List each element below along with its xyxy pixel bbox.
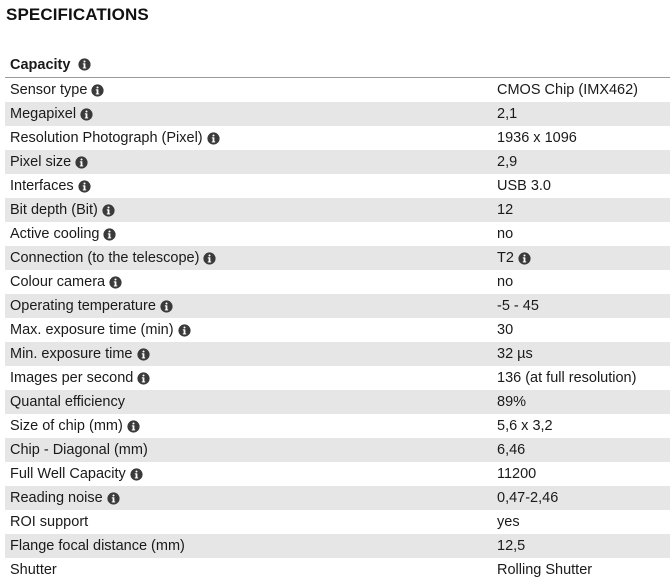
spec-label: Max. exposure time (min) bbox=[10, 322, 174, 338]
spec-row bbox=[5, 414, 670, 438]
spec-value-cell bbox=[492, 322, 513, 338]
spec-row bbox=[5, 174, 670, 198]
spec-row bbox=[5, 438, 670, 462]
spec-row bbox=[5, 462, 670, 486]
spec-value: 89% bbox=[497, 394, 527, 410]
spec-row bbox=[5, 126, 670, 150]
spec-row bbox=[5, 150, 670, 174]
info-icon[interactable] bbox=[109, 276, 122, 289]
spec-row bbox=[5, 510, 670, 534]
spec-value-cell bbox=[492, 250, 531, 266]
spec-label-cell bbox=[5, 202, 492, 218]
spec-row bbox=[5, 558, 670, 582]
spec-row bbox=[5, 198, 670, 222]
spec-value: no bbox=[497, 274, 514, 290]
spec-label: Colour camera bbox=[10, 274, 106, 290]
spec-value-cell bbox=[492, 82, 638, 98]
spec-value: no bbox=[497, 226, 514, 242]
info-icon[interactable] bbox=[78, 58, 91, 71]
spec-value-cell bbox=[492, 442, 525, 458]
spec-label-cell bbox=[5, 154, 492, 170]
spec-value-cell bbox=[492, 346, 533, 362]
spec-value-cell bbox=[492, 298, 539, 314]
spec-label: Resolution Photograph (Pixel) bbox=[10, 130, 203, 146]
spec-row bbox=[5, 294, 670, 318]
spec-value-cell bbox=[492, 178, 551, 194]
info-icon[interactable] bbox=[107, 492, 120, 505]
spec-value-cell bbox=[492, 154, 517, 170]
spec-value-cell bbox=[492, 466, 536, 482]
spec-label: Operating temperature bbox=[10, 298, 156, 314]
spec-row bbox=[5, 246, 670, 270]
spec-rows bbox=[5, 78, 670, 582]
spec-label-cell bbox=[5, 418, 492, 434]
spec-row bbox=[5, 342, 670, 366]
spec-value: 30 bbox=[497, 322, 514, 338]
spec-value-cell bbox=[492, 538, 525, 554]
spec-label: Shutter bbox=[10, 562, 57, 578]
spec-value-cell bbox=[492, 202, 513, 218]
spec-value: 136 (at full resolution) bbox=[497, 370, 637, 386]
spec-value-cell bbox=[492, 370, 636, 386]
spec-label: Sensor type bbox=[10, 82, 88, 98]
spec-value: 32 µs bbox=[497, 346, 533, 362]
spec-label: Reading noise bbox=[10, 490, 103, 506]
spec-label: Pixel size bbox=[10, 154, 72, 170]
spec-value: -5 - 45 bbox=[497, 298, 539, 314]
info-icon[interactable] bbox=[78, 180, 91, 193]
spec-label: ROI support bbox=[10, 514, 89, 530]
spec-label: Chip - Diagonal (mm) bbox=[10, 442, 148, 458]
spec-value-cell bbox=[492, 562, 592, 578]
info-icon[interactable] bbox=[137, 348, 150, 361]
spec-row bbox=[5, 390, 670, 414]
spec-label-cell bbox=[5, 274, 492, 290]
spec-label-cell bbox=[5, 346, 492, 362]
spec-label: Connection (to the telescope) bbox=[10, 250, 200, 266]
spec-label-cell bbox=[5, 250, 492, 266]
spec-value: 5,6 x 3,2 bbox=[497, 418, 553, 434]
spec-label-cell bbox=[5, 490, 492, 506]
spec-label: Bit depth (Bit) bbox=[10, 202, 98, 218]
spec-row bbox=[5, 318, 670, 342]
section-title: Capacity bbox=[10, 56, 71, 73]
spec-value-cell bbox=[492, 514, 520, 530]
spec-value: 0,47-2,46 bbox=[497, 490, 559, 506]
info-icon[interactable] bbox=[137, 372, 150, 385]
info-icon[interactable] bbox=[207, 132, 220, 145]
spec-label-cell bbox=[5, 466, 492, 482]
spec-value-cell bbox=[492, 130, 577, 146]
spec-table bbox=[5, 52, 670, 582]
spec-row bbox=[5, 366, 670, 390]
spec-label-cell bbox=[5, 298, 492, 314]
spec-label-cell bbox=[5, 538, 492, 554]
spec-label: Active cooling bbox=[10, 226, 100, 242]
info-icon[interactable] bbox=[160, 300, 173, 313]
spec-row bbox=[5, 534, 670, 558]
spec-label: Images per second bbox=[10, 370, 134, 386]
spec-value: 12 bbox=[497, 202, 514, 218]
section-header bbox=[5, 52, 670, 78]
spec-value: 11200 bbox=[497, 466, 537, 482]
spec-value: 12,5 bbox=[497, 538, 526, 554]
spec-label-cell bbox=[5, 562, 492, 578]
spec-value-cell bbox=[492, 274, 513, 290]
spec-value-cell bbox=[492, 226, 513, 242]
info-icon[interactable] bbox=[178, 324, 191, 337]
spec-label-cell bbox=[5, 394, 492, 410]
info-icon[interactable] bbox=[203, 252, 216, 265]
spec-label-cell bbox=[5, 322, 492, 338]
spec-value: 6,46 bbox=[497, 442, 526, 458]
info-icon[interactable] bbox=[91, 84, 104, 97]
spec-label-cell bbox=[5, 106, 492, 122]
spec-value: T2 bbox=[497, 250, 514, 266]
spec-value-cell bbox=[492, 106, 517, 122]
spec-row bbox=[5, 78, 670, 102]
spec-label: Flange focal distance (mm) bbox=[10, 538, 185, 554]
info-icon[interactable] bbox=[103, 228, 116, 241]
spec-label: Full Well Capacity bbox=[10, 466, 126, 482]
spec-label: Size of chip (mm) bbox=[10, 418, 123, 434]
spec-label-cell bbox=[5, 130, 492, 146]
page-title: SPECIFICATIONS bbox=[6, 5, 149, 24]
spec-value: CMOS Chip (IMX462) bbox=[497, 82, 639, 98]
spec-value: Rolling Shutter bbox=[497, 562, 593, 578]
info-icon[interactable] bbox=[75, 156, 88, 169]
spec-value: USB 3.0 bbox=[497, 178, 551, 194]
info-icon[interactable] bbox=[127, 420, 140, 433]
spec-value: 1936 x 1096 bbox=[497, 130, 577, 146]
info-icon[interactable] bbox=[102, 204, 115, 217]
spec-label: Interfaces bbox=[10, 178, 74, 194]
spec-value-cell bbox=[492, 418, 553, 434]
spec-row bbox=[5, 102, 670, 126]
spec-label: Megapixel bbox=[10, 106, 77, 122]
info-icon[interactable] bbox=[80, 108, 93, 121]
spec-label-cell bbox=[5, 442, 492, 458]
spec-label: Min. exposure time bbox=[10, 346, 133, 362]
spec-value: 2,9 bbox=[497, 154, 518, 170]
spec-value-cell bbox=[492, 490, 558, 506]
spec-row bbox=[5, 270, 670, 294]
spec-value-cell bbox=[492, 394, 526, 410]
spec-label-cell bbox=[5, 178, 492, 194]
spec-label-cell bbox=[5, 514, 492, 530]
spec-label-cell bbox=[5, 226, 492, 242]
spec-row bbox=[5, 222, 670, 246]
spec-label-cell bbox=[5, 82, 492, 98]
info-icon[interactable] bbox=[518, 252, 531, 265]
spec-label: Quantal efficiency bbox=[10, 394, 125, 410]
spec-row bbox=[5, 486, 670, 510]
spec-value: yes bbox=[497, 514, 520, 530]
spec-value: 2,1 bbox=[497, 106, 518, 122]
spec-label-cell bbox=[5, 370, 492, 386]
info-icon[interactable] bbox=[130, 468, 143, 481]
